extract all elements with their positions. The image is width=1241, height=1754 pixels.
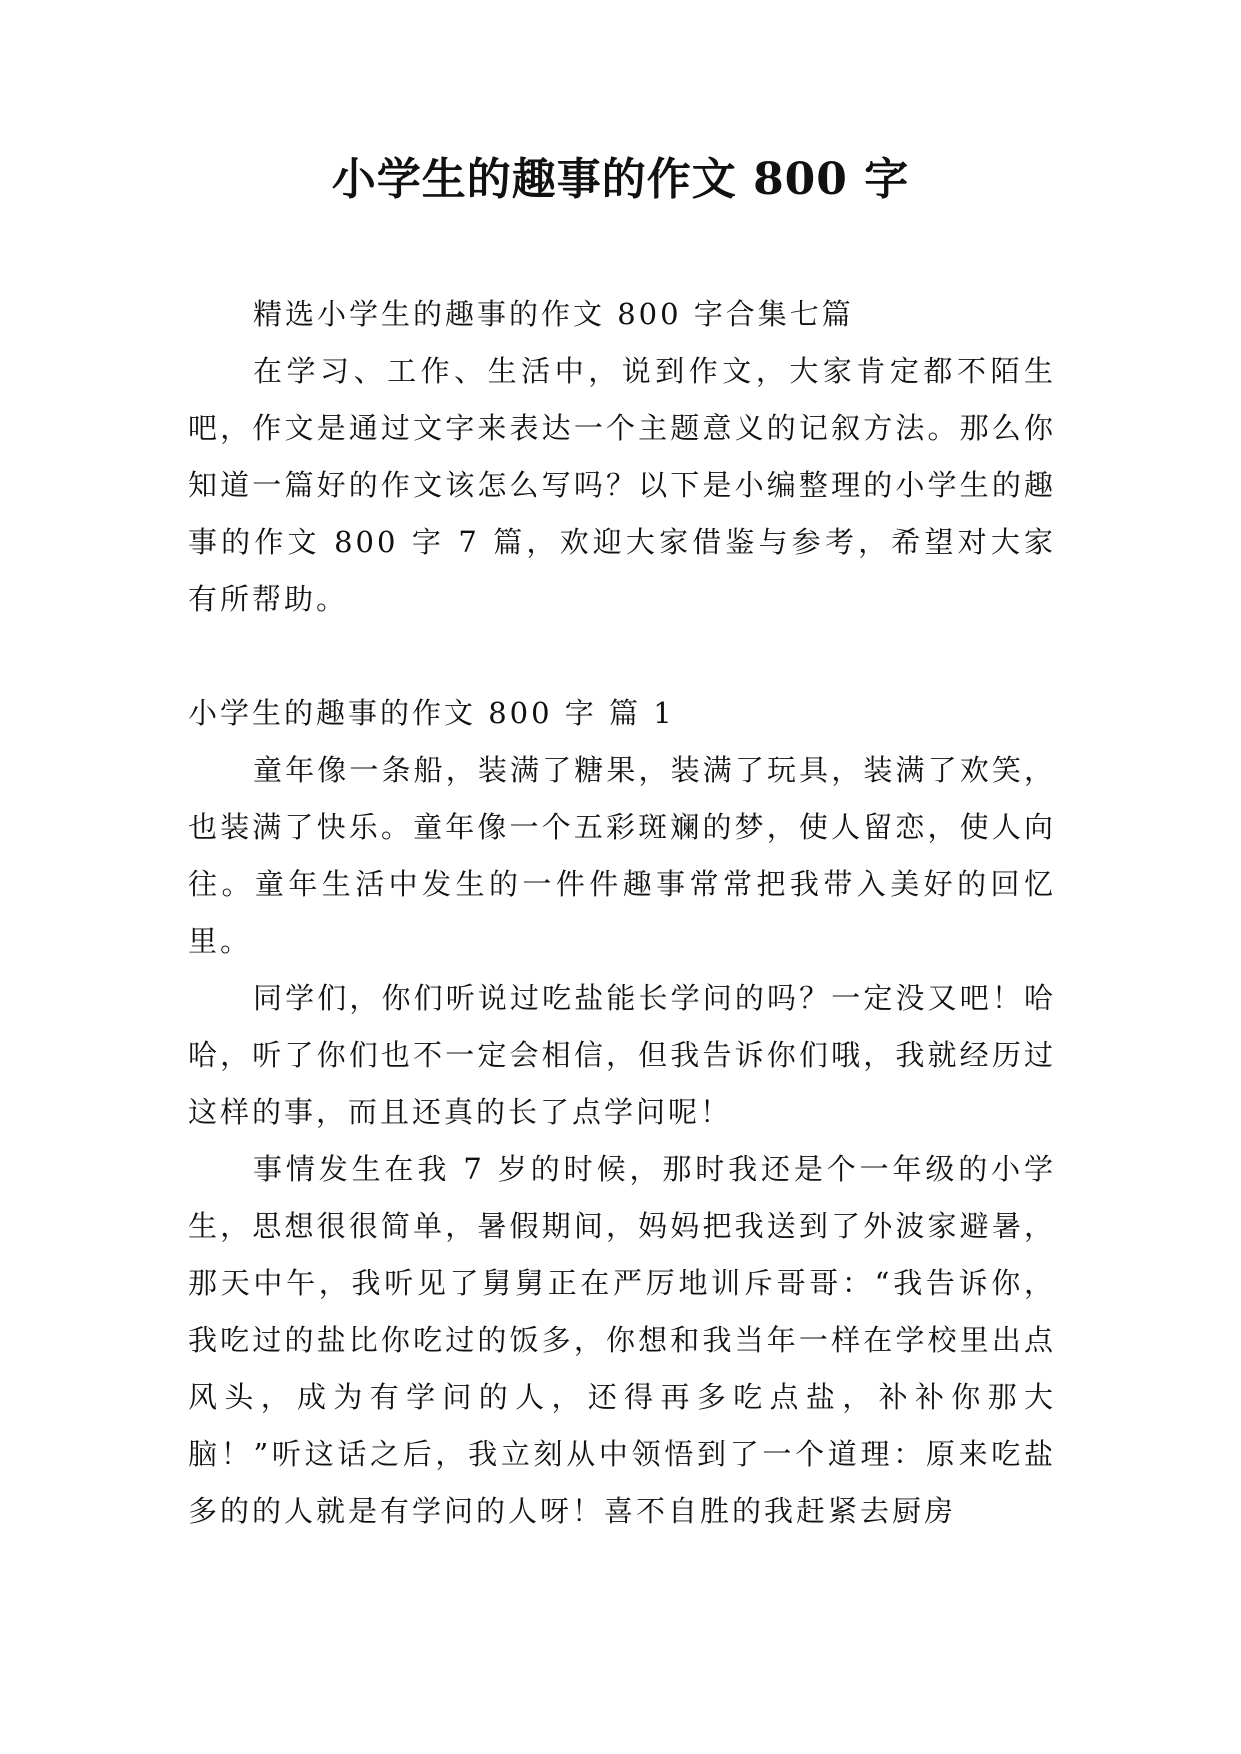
document-title: 小学生的趣事的作文 800 字 — [331, 154, 910, 205]
section-heading: 小学生的趣事的作文 800 字 篇 1 — [188, 696, 675, 730]
intro-subtitle: 精选小学生的趣事的作文 800 字合集七篇 — [253, 297, 854, 331]
essay-paragraph: 同学们，你们听说过吃盐能长学问的吗？一定没又吧！哈哈，听了你们也不一定会相信，但我告诉你们哦，我就经历过这样的事，而且还真的长了点学问呢！ — [188, 981, 1056, 1129]
intro-paragraph: 在学习、工作、生活中，说到作文，大家肯定都不陌生吧，作文是通过文字来表达一个主题意义的记叙方法。那么你知道一篇好的作文该怎么写吗？以下是小编整理的小学生的趣事的作文 800 字 7 篇，欢迎大家借鉴与参考，希望对大家有所帮助。 — [188, 354, 1056, 616]
document-body — [188, 286, 1056, 1540]
essay-paragraph: 事情发生在我 7 岁的时候，那时我还是个一年级的小学生，思想很很简单，暑假期间，妈妈把我送到了外波家避暑，那天中午，我听见了舅舅正在严厉地训斥哥哥：“我告诉你，我吃过的盐比你吃过的饭多，你想和我当年一样在学校里出点风头，成为有学问的人，还得再多吃点盐，补补你那大脑！”听这话之后，我立刻从中领悟到了一个道理：原来吃盐多的的人就是有学问的人呀！喜不自胜的我赶紧去厨房 — [188, 1152, 1056, 1528]
essay-paragraph: 童年像一条船，装满了糖果，装满了玩具，装满了欢笑，也装满了快乐。童年像一个五彩斑斓的梦，使人留恋，使人向往。童年生活中发生的一件件趣事常常把我带入美好的回忆里。 — [188, 753, 1056, 958]
section-spacer — [188, 628, 1056, 685]
